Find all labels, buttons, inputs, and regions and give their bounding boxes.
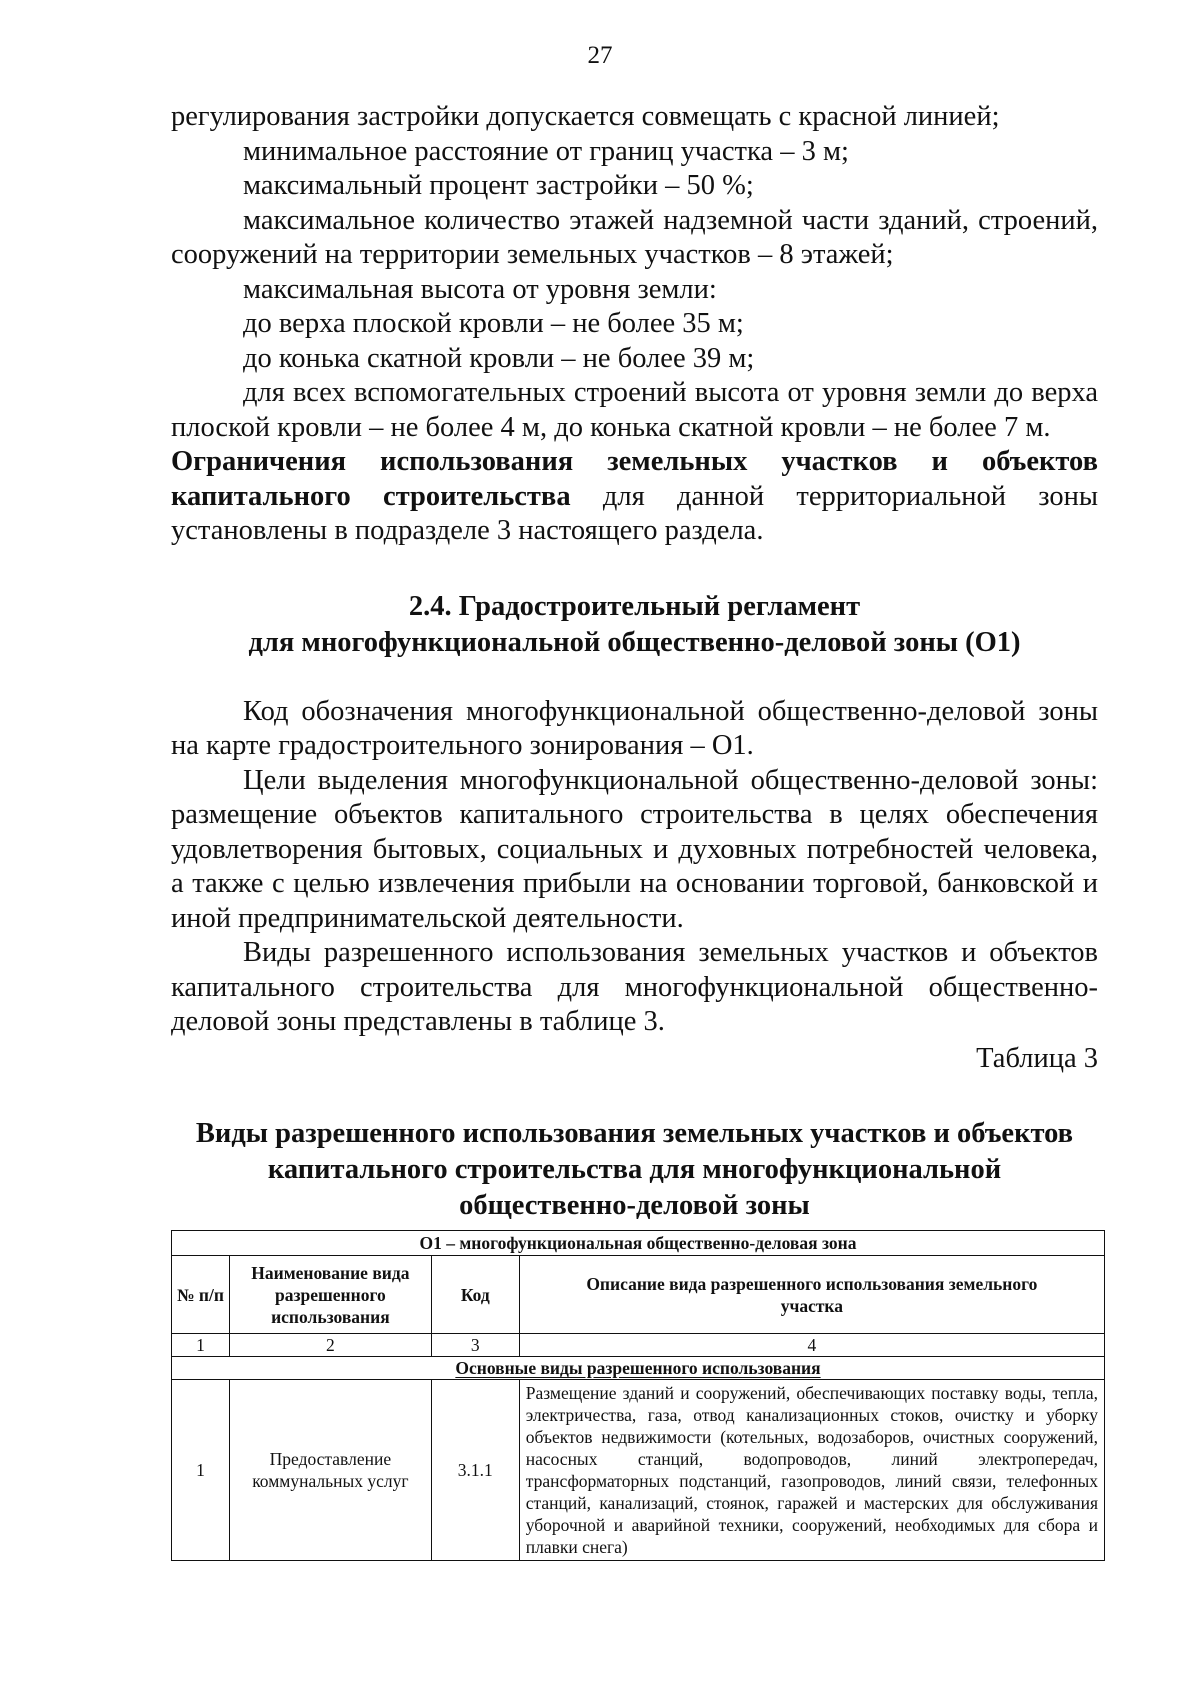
- column-number: 1: [172, 1334, 230, 1357]
- paragraph-min-distance: минимальное расстояние от границ участка – 3 м;: [243, 135, 849, 167]
- row-use-name: Предоставление коммунальных услуг: [229, 1380, 431, 1561]
- table-group-header: Основные виды разрешенного использования: [172, 1357, 1105, 1380]
- paragraph-auxiliary-buildings: для всех вспомогательных строений высота от уровня земли до верха плоской кровли – не более 4 м, до конька скатной кровли – не более 7 м.: [171, 377, 1098, 443]
- section-title-line1: 2.4. Градостроительный регламент: [408, 590, 861, 622]
- paragraph-zone-uses: Виды разрешенного использования земельных участков и объектов капитального строительства для многофункциональной общественно-деловой зоны представлены в таблице 3.: [171, 937, 1098, 1037]
- paragraph-flat-roof: до верха плоской кровли – не более 35 м;: [243, 308, 744, 339]
- column-header-number: № п/п: [172, 1256, 230, 1334]
- row-use-description: Размещение зданий и сооружений, обеспечивающих поставку воды, тепла, электричества, газа, отвод канализационных стоков, очистку и уборку объектов недвижимости (котельных, водозаборов, очистных сооружений, насосных станций, водопроводов, линий электропередач, трансформаторных подстанций, газопроводов, линий связи, телефонных станций, канализаций, стоянок, гаражей и мастерских для обслуживания уборочной и аварийной техники, сооружений, необходимых для сбора и плавки снега): [519, 1380, 1104, 1561]
- restrictions-bold-text: Ограничения использования земельных участков и объектов капитального строительства: [171, 446, 1098, 512]
- column-number: 4: [519, 1334, 1104, 1357]
- permitted-uses-table: [171, 1230, 1105, 1561]
- column-header-description: Описание вида разрешенного использования земельного участка: [519, 1256, 1104, 1334]
- paragraph-pitched-roof: до конька скатной кровли – не более 39 м;: [243, 342, 755, 374]
- table-title-line2: капитального строительства для многофункциональной: [267, 1153, 1002, 1185]
- table-caption: Таблица 3: [976, 1042, 1098, 1074]
- paragraph-red-line: регулирования застройки допускается совмещать с красной линией;: [171, 101, 1000, 132]
- table-group-header-row: [172, 1357, 1105, 1380]
- table-title-line3: общественно-деловой зоны: [459, 1189, 810, 1221]
- paragraph-max-floors: максимальное количество этажей надземной части зданий, строений, сооружений на территории земельных участков – 8 этажей;: [171, 204, 1098, 270]
- row-use-code: 3.1.1: [431, 1380, 519, 1561]
- section-title-line2: для многофункциональной общественно-деловой зоны (О1): [248, 626, 1021, 658]
- row-number: 1: [172, 1380, 230, 1561]
- table-column-header-row: [172, 1256, 1105, 1334]
- column-number: 3: [431, 1334, 519, 1357]
- table-column-numbers-row: [172, 1334, 1105, 1357]
- table-row: [172, 1380, 1105, 1561]
- document-body: [171, 100, 1098, 1224]
- column-header-name: Наименование вида разрешенного использования: [229, 1256, 431, 1334]
- paragraph-zone-goals: Цели выделения многофункциональной общественно-деловой зоны: размещение объектов капитального строительства в целях обеспечения удовлетворения бытовых, социальных и духовных потребностей человека, а также с целью извлечения прибыли на основании торговой, банковской и иной предпринимательской деятельности.: [171, 764, 1098, 934]
- column-header-code: Код: [431, 1256, 519, 1334]
- restrictions-rest-text: для данной территориальной зоны установлены в подразделе 3 настоящего раздела.: [171, 480, 1098, 546]
- paragraph-max-height: максимальная высота от уровня земли:: [243, 273, 717, 305]
- page-number: 27: [587, 42, 613, 69]
- table-zone-header-row: [172, 1231, 1105, 1256]
- table-zone-header: О1 – многофункциональная общественно-деловая зона: [172, 1231, 1105, 1256]
- table-title-line1: Виды разрешенного использования земельных участков и объектов: [195, 1117, 1074, 1149]
- column-number: 2: [229, 1334, 431, 1357]
- paragraph-restrictions: [171, 445, 1098, 549]
- paragraph-zone-code: Код обозначения многофункциональной общественно-деловой зоны на карте градостроительного зонирования – О1.: [171, 695, 1098, 761]
- paragraph-max-percent: максимальный процент застройки – 50 %;: [243, 170, 754, 201]
